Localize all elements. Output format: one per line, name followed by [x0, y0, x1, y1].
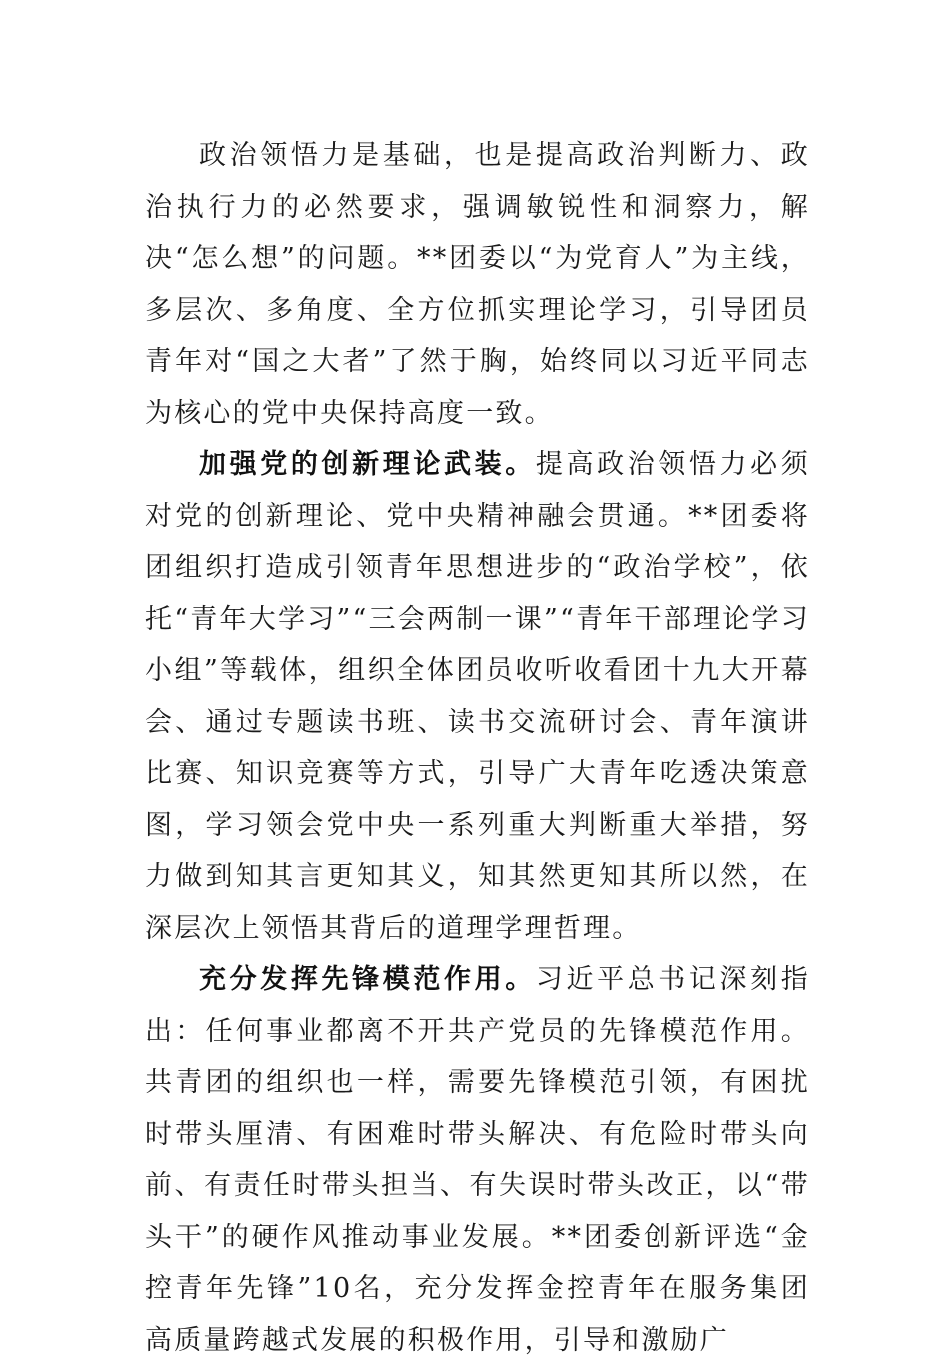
paragraph-lead: 充分发挥先锋模范作用。 — [199, 964, 536, 995]
paragraph-text: 政治领悟力是基础，也是提高政治判断力、政治执行力的必然要求，强调敏锐性和洞察力，解决“怎么想”的问题。**团委以“为党育人”为主线，多层次、多角度、全方位抓实理论学习，引导团员青年对“国之大者”了然于胸，始终同以习近平同志为核心的党中央保持高度一致。 — [145, 140, 810, 429]
paragraph-theory-armament — [145, 439, 810, 954]
document-body — [145, 130, 810, 1366]
paragraph-text: 习近平总书记深刻指出：任何事业都离不开共产党员的先锋模范作用。共青团的组织也一样，需要先锋模范引领，有困扰时带头厘清、有困难时带头解决、有危险时带头向前、有责任时带头担当、有失误时带头改正，以“带头干”的硬作风推动事业发展。**团委创新评选“金控青年先锋”10名，充分发挥金控青年在服务集团高质量跨越式发展的积极作用，引导和激励广 — [145, 964, 810, 1356]
paragraph-political-understanding — [145, 130, 810, 439]
paragraph-lead: 加强党的创新理论武装。 — [199, 449, 536, 480]
paragraph-text: 提高政治领悟力必须对党的创新理论、党中央精神融会贯通。**团委将团组织打造成引领青年思想进步的“政治学校”，依托“青年大学习”“三会两制一课”“青年干部理论学习小组”等载体，组织全体团员收听收看团十九大开幕会、通过专题读书班、读书交流研讨会、青年演讲比赛、知识竞赛等方式，引导广大青年吃透决策意图，学习领会党中央一系列重大判断重大举措，努力做到知其言更知其义，知其然更知其所以然，在深层次上领悟其背后的道理学理哲理。 — [145, 449, 810, 944]
paragraph-vanguard-role — [145, 954, 810, 1366]
